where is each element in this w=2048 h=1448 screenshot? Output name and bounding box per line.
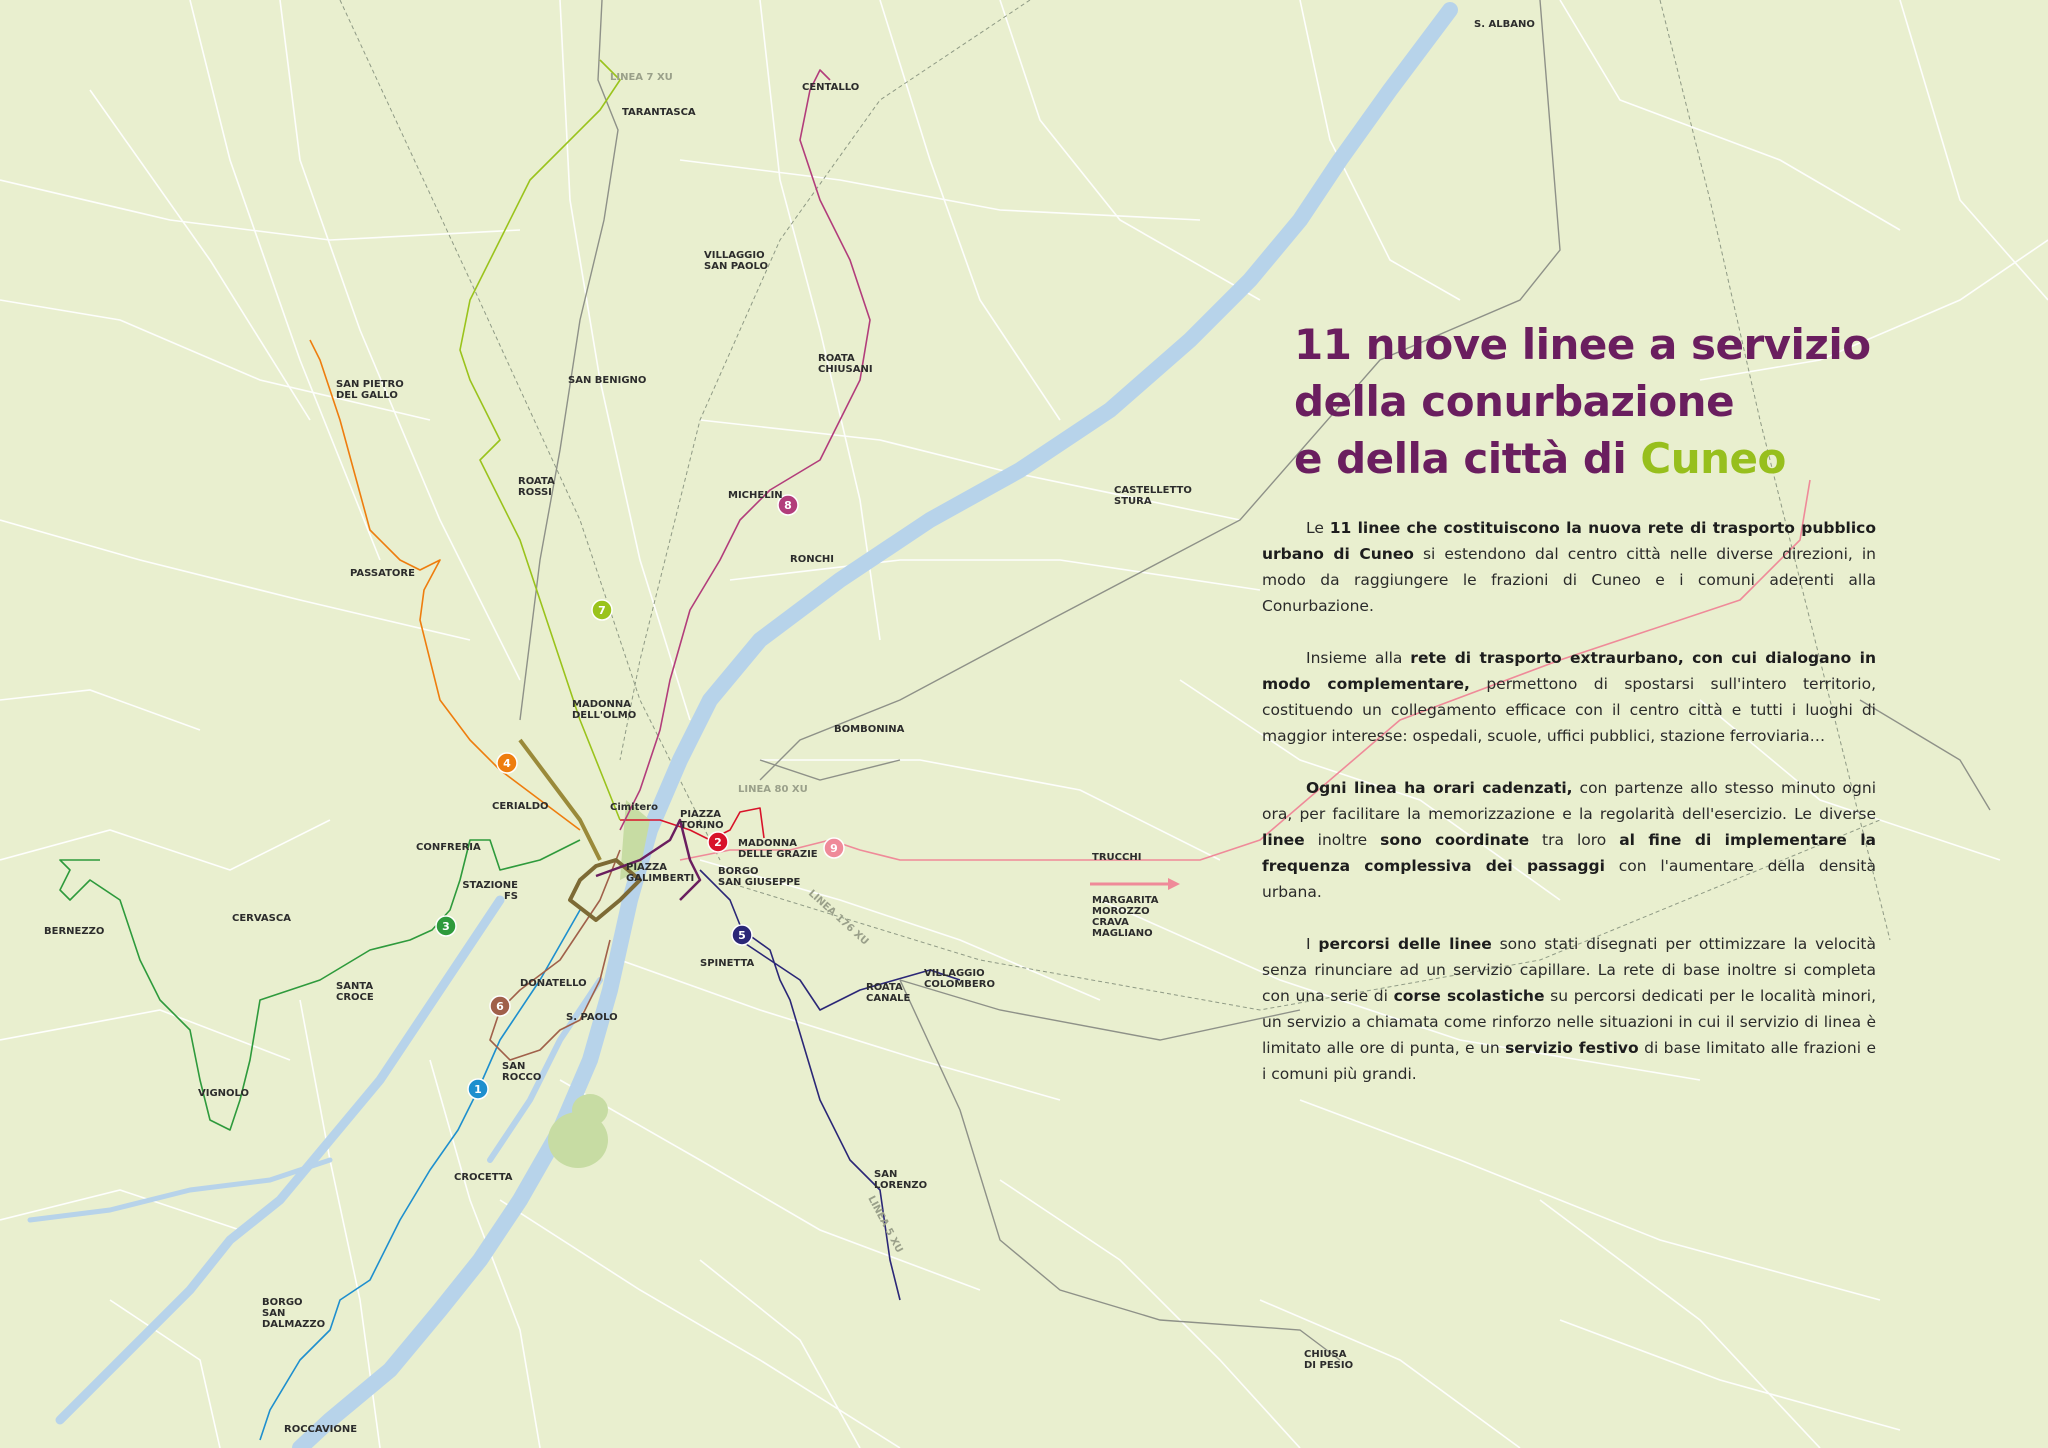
place-label-line: SAN PIETRO: [336, 379, 404, 390]
place-label-bernezzo: [44, 926, 104, 937]
page-title: [1294, 316, 1876, 487]
place-label-cerialdo: [492, 801, 549, 812]
line-marker-number: 9: [830, 842, 838, 855]
place-label-roata-rossi: [518, 476, 555, 498]
place-label-line: ROATA: [818, 353, 855, 364]
line-marker-5: [732, 925, 752, 945]
place-label-line: DEL GALLO: [336, 390, 398, 401]
place-label-spinetta: [700, 958, 755, 969]
line-marker-7: [592, 600, 612, 620]
place-label-line: TRUCCHI: [1092, 852, 1142, 863]
place-label-cervasca: [232, 913, 291, 924]
place-label-michelin: [728, 490, 783, 501]
place-label-crocetta: [454, 1172, 513, 1183]
place-label-san-benigno: [568, 375, 646, 386]
place-label-donatello: [520, 978, 587, 989]
line-marker-number: 1: [474, 1083, 482, 1096]
place-label-line: STURA: [1114, 496, 1152, 507]
place-label-line: VILLAGGIO: [924, 968, 985, 979]
place-label-line: ROATA: [866, 982, 903, 993]
place-label-line: DALMAZZO: [262, 1319, 326, 1330]
place-label-line: CASTELLETTO: [1114, 485, 1192, 496]
place-label-line: MAGLIANO: [1092, 928, 1153, 939]
place-label-chiusa-di-pesio: [1304, 1349, 1353, 1371]
place-label-line: SAN: [502, 1061, 526, 1072]
line-marker-number: 4: [503, 757, 511, 770]
place-label-line: DI PESIO: [1304, 1360, 1354, 1371]
place-label-line: DELL'OLMO: [572, 710, 637, 721]
place-label-s-paolo: [566, 1012, 618, 1023]
place-label-line: CROCETTA: [454, 1172, 513, 1183]
place-label-line: DELLE GRAZIE: [738, 849, 818, 860]
place-label-line: SAN GIUSEPPE: [718, 877, 801, 888]
place-label-line: MICHELIN: [728, 490, 783, 501]
place-label-cimitero: [610, 802, 658, 813]
paragraph-1: Le 11 linee che costituiscono la nuova rete di trasporto pubblico urbano di Cuneo si estendono dal centro città nelle diverse direzioni, in modo da raggiungere le frazioni di Cuneo e i comuni aderenti alla Conurbazione.: [1262, 519, 1877, 615]
place-label-line: COLOMBERO: [924, 979, 995, 990]
place-label-line: ROCCO: [502, 1072, 542, 1083]
place-label-line: PIAZZA: [680, 809, 722, 820]
place-label-line: TARANTASCA: [622, 107, 696, 118]
place-label-line: PASSATORE: [350, 568, 415, 579]
title-accent-cuneo: Cuneo: [1640, 434, 1786, 483]
place-label-line: CERIALDO: [492, 801, 549, 812]
place-label-line: CANALE: [866, 993, 911, 1004]
place-label-santa-croce: [336, 981, 374, 1003]
place-label-line: ROATA: [518, 476, 555, 487]
place-label-line: SAN BENIGNO: [568, 375, 647, 386]
place-label-line: SAN: [874, 1169, 898, 1180]
place-label-line: SAN PAOLO: [704, 261, 768, 272]
place-label-line: CHIUSA: [1304, 1349, 1347, 1360]
place-label-line: PIAZZA: [626, 862, 668, 873]
place-label-passatore: [350, 568, 415, 579]
line-marker-2: [708, 832, 728, 852]
place-label-line: LORENZO: [874, 1180, 928, 1191]
place-label-line: BERNEZZO: [44, 926, 105, 937]
place-label-line: MOROZZO: [1092, 906, 1150, 917]
paragraph-3: Ogni linea ha orari cadenzati, con partenze allo stesso minuto ogni ora, per facilitare la memorizzazione e la regolarità dell'esercizio. Le diverse linee inoltre sono coordinate tra loro al fine di implementare la frequenza complessiva dei passaggi con l'aumentare della densità urbana.: [1262, 779, 1877, 901]
line-marker-number: 5: [738, 929, 746, 942]
place-label-line: MARGARITA: [1092, 895, 1159, 906]
line-marker-number: 6: [496, 1000, 504, 1013]
paragraph-2: Insieme alla rete di trasporto extraurbano, con cui dialogano in modo complementare, permettono di spostarsi sull'intero territorio, costituendo un collegamento efficace con il centro città e tutti i luoghi di maggior interesse: ospedali, scuole, uffici pubblici, stazione ferroviaria…: [1262, 649, 1876, 745]
extra-line-label: LINEA 7 XU: [610, 72, 673, 83]
place-label-line: CONFRERIA: [416, 842, 481, 853]
place-label-roccavione: [284, 1424, 357, 1435]
title-line-1: 11 nuove linee a servizio: [1294, 320, 1871, 369]
place-label-line: CRAVA: [1092, 917, 1129, 928]
place-label-line: VIGNOLO: [198, 1088, 250, 1099]
place-label-centallo: [802, 82, 859, 93]
place-label-confreria: [416, 842, 481, 853]
place-label-line: DONATELLO: [520, 978, 587, 989]
place-label-san-pietro-del-gallo: [336, 379, 404, 401]
place-label-madonna-dellolmo: [572, 699, 636, 721]
title-line-3: e della città di: [1294, 434, 1641, 483]
line-marker-number: 3: [442, 920, 450, 933]
place-label-piazza-torino: [680, 809, 724, 831]
line-marker-number: 2: [714, 836, 722, 849]
place-label-line: CROCE: [336, 992, 374, 1003]
paragraph-4: I percorsi delle linee sono stati disegnati per ottimizzare la velocità senza rinunciare ad un servizio capillare. La rete di base inoltre si completa con una serie di corse scolastiche su percorsi dedicati per le località minori, un servizio a chiamata come rinforzo nelle situazioni in cui il servizio di linea è limitato alle ore di punta, e un servizio festivo di base limitato alle frazioni e i comuni più grandi.: [1262, 935, 1876, 1083]
line-marker-3: [436, 916, 456, 936]
place-label-line: Cimitero: [610, 802, 658, 813]
place-label-line: MADONNA: [738, 838, 797, 849]
place-label-tarantasca: [622, 107, 696, 118]
place-label-bombonina: [834, 724, 905, 735]
line-marker-4: [497, 753, 517, 773]
place-label-villaggio-san-paolo: [704, 250, 768, 272]
place-label-line: BOMBONINA: [834, 724, 905, 735]
place-label-line: CHIUSANI: [818, 364, 873, 375]
place-label-line: TORINO: [680, 820, 724, 831]
place-label-line: SPINETTA: [700, 958, 755, 969]
place-label-line: SANTA: [336, 981, 374, 992]
place-label-line: ROSSI: [518, 487, 552, 498]
line-marker-number: 8: [784, 499, 792, 512]
place-label-line: STAZIONE: [462, 880, 518, 891]
place-label-villaggio-colombero: [924, 968, 995, 990]
place-label-line: CENTALLO: [802, 82, 860, 93]
place-label-line: S. PAOLO: [566, 1012, 618, 1023]
place-label-line: S. ALBANO: [1474, 19, 1535, 30]
info-panel: [1262, 316, 1876, 1113]
place-label-line: GALIMBERTI: [626, 873, 695, 884]
place-label-vignolo: [198, 1088, 249, 1099]
place-label-line: BORGO: [718, 866, 759, 877]
line-marker-6: [490, 996, 510, 1016]
title-line-2: della conurbazione: [1294, 377, 1735, 426]
line-marker-1: [468, 1079, 488, 1099]
place-label-ronchi: [790, 554, 834, 565]
place-label-line: VILLAGGIO: [704, 250, 765, 261]
place-label-line: FS: [503, 891, 518, 902]
place-label-line: BORGO: [262, 1297, 303, 1308]
place-label-s-albano: [1474, 19, 1535, 30]
place-label-line: SAN: [262, 1308, 286, 1319]
line-marker-number: 7: [598, 604, 606, 617]
place-label-line: RONCHI: [790, 554, 834, 565]
line-marker-9: [824, 838, 844, 858]
place-label-line: MADONNA: [572, 699, 631, 710]
extra-line-label: LINEA 5 XU: [865, 1194, 905, 1255]
extra-line-label: LINEA 176 XU: [805, 888, 871, 948]
place-label-line: ROCCAVIONE: [284, 1424, 358, 1435]
place-label-trucchi: [1092, 852, 1141, 863]
place-label-line: CERVASCA: [232, 913, 291, 924]
extra-line-label: LINEA 80 XU: [738, 784, 808, 795]
